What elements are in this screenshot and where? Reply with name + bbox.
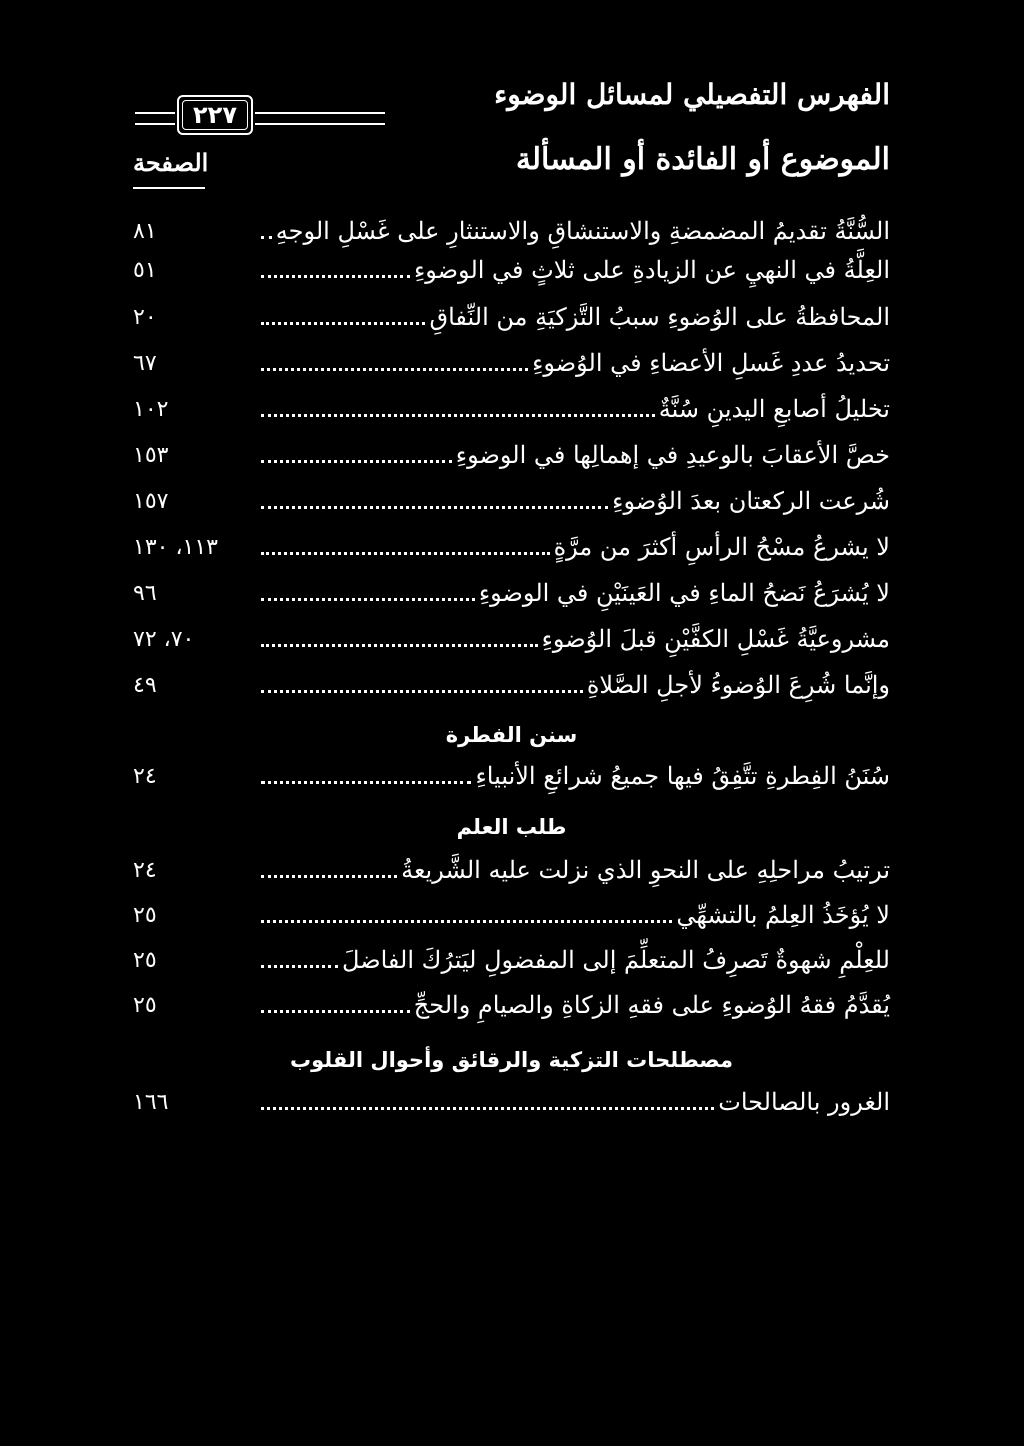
entry-topic: للعِلْمِ شهوةٌ تَصرِفُ المتعلِّمَ إلى المفضولِ ليَترُكَ الفاضلَ	[342, 946, 890, 974]
index-entry	[133, 343, 890, 383]
page-column-underline	[133, 187, 205, 189]
page-number: ٢٢٧	[193, 101, 237, 129]
header-rule-right	[255, 112, 385, 125]
entry-pages: ١٦٦	[133, 1089, 169, 1115]
dot-leader	[261, 965, 338, 968]
index-entry	[133, 435, 890, 475]
entry-pages: ٢٥	[133, 992, 157, 1018]
entry-pages: ٧٠، ٧٢	[133, 626, 195, 652]
header-rule-left	[135, 112, 175, 125]
section-heading: مصطلحات التزكية والرقائق وأحوال القلوب	[290, 1048, 733, 1072]
entry-topic: يُقدَّمُ فقهُ الوُضوءِ على فقهِ الزكاةِ والصيامِ والحجِّ	[413, 991, 890, 1019]
index-entry	[133, 250, 890, 290]
entry-pages: ٢٥	[133, 947, 157, 973]
entry-topic: المحافظةُ على الوُضوءِ سببُ التَّزكيَةِ من النِّفاقِ	[429, 303, 890, 331]
entry-topic: تخليلُ أصابعِ اليدينِ سُنَّةٌ	[658, 395, 890, 423]
entry-pages: ٤٩	[133, 672, 157, 698]
index-entry	[133, 985, 890, 1025]
dot-leader	[261, 368, 528, 371]
dot-leader	[261, 690, 583, 693]
dot-leader	[261, 414, 655, 417]
book-title: الفهرس التفصيلي لمسائل الوضوء	[494, 78, 890, 111]
topic-column-heading: الموضوع أو الفائدة أو المسألة	[515, 142, 890, 177]
page-column-heading: الصفحة	[133, 148, 209, 177]
entry-pages: ١٠٢	[133, 396, 169, 422]
dot-leader	[261, 598, 475, 601]
section-heading: طلب العلم	[456, 815, 567, 839]
entry-topic: ترتيبُ مراحلِهِ على النحوِ الذي نزلت عليه الشَّريعةُ	[401, 856, 890, 884]
index-entry	[133, 665, 890, 705]
entry-pages: ٨١	[133, 218, 157, 244]
index-entry	[133, 573, 890, 613]
entry-pages: ١٥٣	[133, 442, 169, 468]
index-entry	[133, 619, 890, 659]
index-entry	[133, 850, 890, 890]
entry-topic: لا يشرعُ مسْحُ الرأسِ أكثرَ من مرَّةٍ	[553, 533, 890, 561]
index-entry	[133, 756, 890, 796]
entry-pages: ٢٤	[133, 857, 157, 883]
entry-topic: لا يُؤخَذُ العِلمُ بالتشهِّي	[676, 901, 890, 929]
dot-leader	[261, 552, 550, 555]
entry-topic: الغرور بالصالحات	[718, 1088, 890, 1116]
page-number-frame	[177, 95, 253, 135]
index-entry	[133, 297, 890, 337]
entry-topic: مشروعيَّةُ غَسْلِ الكفَّيْنِ قبلَ الوُضوءِ	[541, 625, 890, 653]
entry-topic: وإنَّما شُرِعَ الوُضوءُ لأجلِ الصَّلاةِ	[586, 671, 890, 699]
entry-pages: ١١٣، ١٣٠	[133, 534, 218, 560]
entry-topic: لا يُشرَعُ نَضحُ الماءِ في العَينَيْنِ في الوضوءِ	[478, 579, 890, 607]
entry-pages: ٢٥	[133, 902, 157, 928]
dot-leader	[261, 322, 425, 325]
entry-pages: ١٥٧	[133, 488, 169, 514]
index-entry	[133, 1082, 890, 1122]
dot-leader	[261, 781, 471, 784]
entry-pages: ٢٠	[133, 304, 157, 330]
dot-leader	[261, 1010, 410, 1013]
section-heading: سنن الفطرة	[445, 723, 578, 747]
entry-topic: تحديدُ عددِ غَسلِ الأعضاءِ في الوُضوءِ	[532, 349, 890, 377]
entry-topic: شُرعت الركعتان بعدَ الوُضوءِ	[612, 487, 890, 515]
running-header	[135, 78, 890, 138]
index-entry	[133, 481, 890, 521]
dot-leader	[261, 506, 608, 509]
index-entry	[133, 211, 890, 251]
dot-leader	[261, 1107, 714, 1110]
entry-pages: ٦٧	[133, 350, 157, 376]
dot-leader	[261, 644, 538, 647]
dot-leader	[261, 275, 410, 278]
dot-leader	[261, 460, 452, 463]
index-entry	[133, 527, 890, 567]
entry-pages: ٥١	[133, 257, 157, 283]
index-entry	[133, 389, 890, 429]
entry-pages: ٩٦	[133, 580, 157, 606]
dot-leader	[261, 236, 272, 239]
dot-leader	[261, 920, 672, 923]
entry-pages: ٢٤	[133, 763, 157, 789]
index-entry	[133, 940, 890, 980]
entry-topic: العِلَّةُ في النهيِ عن الزيادةِ على ثلاثٍ في الوضوءِ	[413, 256, 890, 284]
index-entry	[133, 895, 890, 935]
dot-leader	[261, 875, 397, 878]
entry-topic: خصَّ الأعقابَ بالوعيدِ في إهمالِها في الوضوءِ	[455, 441, 890, 469]
entry-topic: سُنَنُ الفِطرةِ تتَّفِقُ فيها جميعُ شرائعِ الأنبياءِ	[475, 762, 890, 790]
entry-topic: السُّنَّةُ تقديمُ المضمضةِ والاستنشاقِ والاستنثارِ على غَسْلِ الوجهِ	[275, 217, 890, 245]
